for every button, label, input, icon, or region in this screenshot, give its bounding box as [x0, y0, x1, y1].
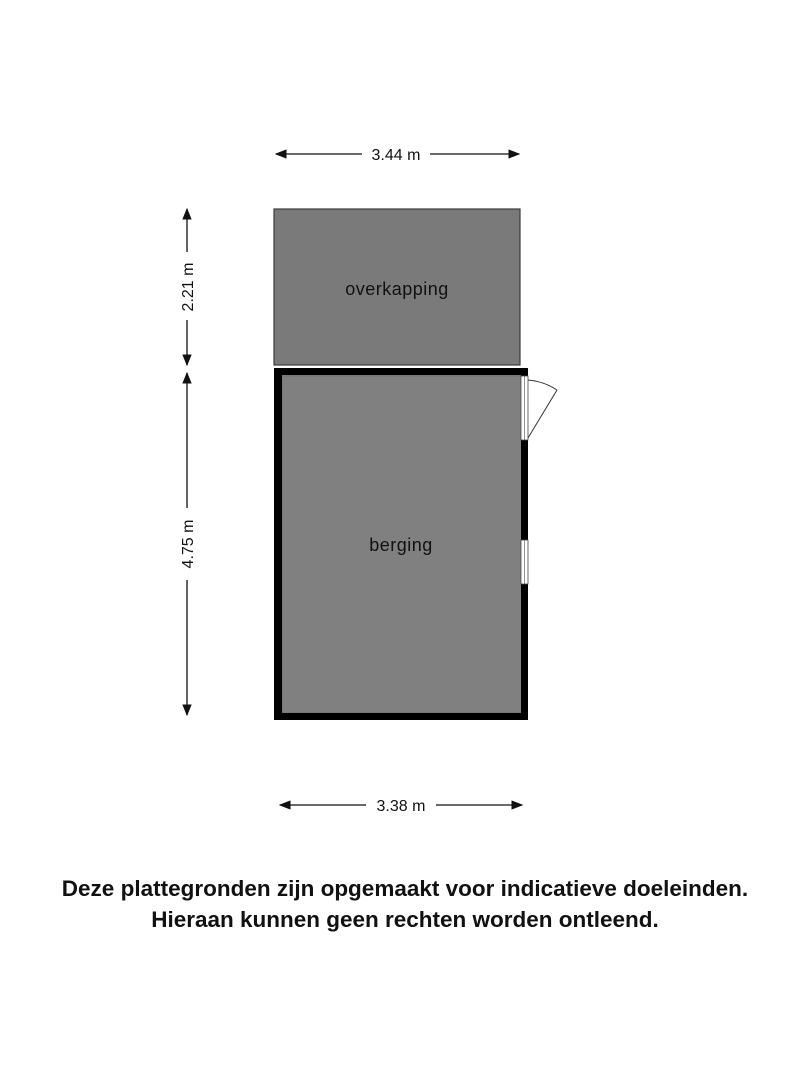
dimension-top-width-label: 3.44 m — [371, 147, 421, 164]
dimension-overkapping-depth-label: 2.21 m — [180, 262, 197, 312]
overkapping-label: overkapping — [345, 279, 449, 299]
window-icon — [521, 540, 528, 584]
door-icon — [521, 376, 557, 440]
dimension-overkapping-depth — [180, 209, 197, 365]
room-overkapping — [274, 209, 520, 365]
wall-left — [274, 368, 282, 720]
wall-bottom — [274, 713, 528, 720]
dimension-top-width — [276, 147, 519, 164]
wall-right-middle — [521, 440, 528, 540]
disclaimer-line-2: Hieraan kunnen geen rechten worden ontleend. — [151, 907, 659, 932]
wall-right-top — [521, 368, 528, 376]
disclaimer-line-1: Deze plattegronden zijn opgemaakt voor indicatieve doeleinden. — [61, 876, 749, 901]
room-berging — [274, 368, 557, 720]
wall-top — [274, 368, 528, 375]
wall-right-bottom — [521, 584, 528, 720]
berging-label: berging — [369, 535, 433, 555]
dimension-bottom-width-label: 3.38 m — [376, 798, 426, 815]
dimension-berging-depth — [180, 373, 197, 715]
dimension-berging-depth-label: 4.75 m — [180, 519, 197, 569]
dimension-bottom-width — [280, 798, 522, 815]
